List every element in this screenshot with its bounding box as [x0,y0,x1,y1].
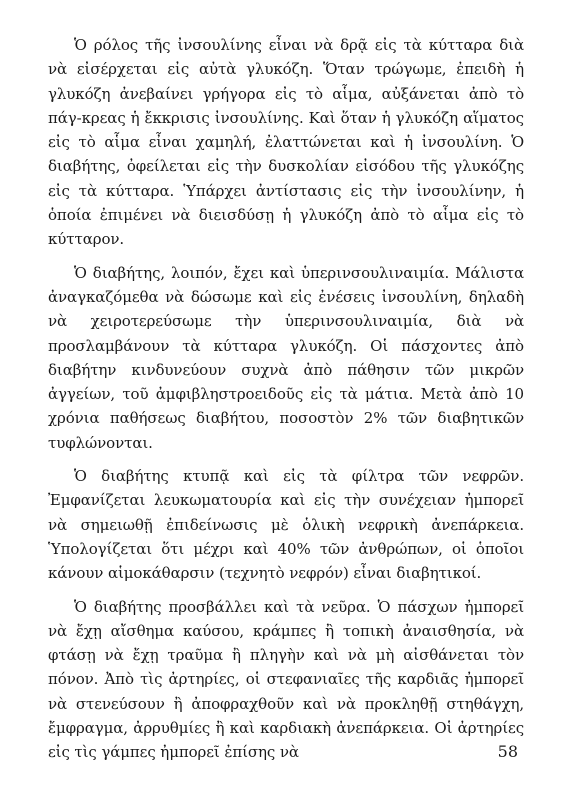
paragraph-insulin-role: Ὁ ρόλος τῆς ἰνσουλίνης εἶναι νὰ δρᾷ εἰς τὰ κύτταρα διὰ νὰ εἰσέρχεται εἰς αὐτὰ γλυκόζη. Ὅταν τρώγωμε, ἐπειδὴ ἡ γλυκόζη ἀνεβαίνει γρήγορα εἰς τὸ αἷμα, αὐξάνεται ἀπὸ τὸ πάγ-κρεας ἡ ἔκκρισις ἰνσουλίνης. Καὶ ὅταν ἡ γλυκόζη αἵματος εἰς τὸ αἷμα εἶναι χαμηλή, ἐλαττώνεται καὶ ἡ ἰνσουλίνη. Ὁ διαβήτης, ὀφείλεται εἰς τὴν δυσκολίαν εἰσόδου τῆς γλυκόζης εἰς τὰ κύτταρα. Ὑπάρχει ἀντίστασις εἰς τὴν ἰνσουλίνην, ἡ ὁποία ἐπιμένει νὰ διεισδύσῃ ἡ γλυκόζη ἀπὸ τὸ αἷμα εἰς τὸ κύτταρον. [48,36,524,249]
page-number: 58 [497,742,518,761]
paragraph-nerves: Ὁ διαβήτης προσβάλλει καὶ τὰ νεῦρα. Ὁ πάσχων ἠμπορεῖ νὰ ἔχῃ αἴσθημα καύσου, κράμπες ἢ τοπικὴ ἀναισθησία, νὰ φτάσῃ νὰ ἔχῃ τραῦμα ἢ πληγὴν καὶ νὰ μὴ αἰσθάνεται τὸν πόνον. Ἀπὸ τὶς ἀρτηρίες, οἱ στεφανιαῖες τῆς καρδιᾶς ἠμπορεῖ νὰ στενεύσουν ἢ ἀποφραχθοῦν καὶ νὰ προκληθῇ στηθάγχη, ἔμφραγμα, ἀρρυθμίες ἢ καὶ καρδιακὴ ἀνεπάρκεια. Οἱ ἀρτηρίες εἰς τὶς γάμπες ἠμπορεῖ ἐπίσης νὰ [48,597,524,762]
body-text [48,33,524,774]
paragraph-kidneys: Ὁ διαβήτης κτυπᾷ καὶ εἰς τὰ φίλτρα τῶν νεφρῶν. Ἐμφανίζεται λευκωματουρία καὶ εἰς τὴν συνέχειαν ἠμπορεῖ νὰ σημειωθῇ ἐπιδείνωσις μὲ ὁλικὴ νεφρικὴ ἀνεπάρκεια. Ὑπολογίζεται ὅτι μέχρι καὶ 40% τῶν ἀνθρώπων, οἱ ὁποῖοι κάνουν αἱμοκάθαρσιν (τεχνητὸ νεφρόν) εἶναι διαβητικοί. [48,467,524,583]
paragraph-hyperinsulinemia: Ὁ διαβήτης, λοιπόν, ἔχει καὶ ὑπερινσουλιναιμία. Μάλιστα ἀναγκαζόμεθα νὰ δώσωμε καὶ εἰς ἐνέσεις ἰνσουλίνη, δηλαδὴ νὰ χειροτερεύσωμε τὴν ὑπερινσουλιναιμία, διὰ νὰ προσλαμβάνουν τὰ κύτταρα γλυκόζη. Οἱ πάσχοντες ἀπὸ διαβήτην κινδυνεύουν συχνὰ ἀπὸ πάθησιν τῶν μικρῶν ἀγγείων, τοῦ ἀμφιβληστροειδοῦς εἰς τὰ μάτια. Μετὰ ἀπὸ 10 χρόνια παθήσεως διαβήτου, ποσοστὸν 2% τῶν διαβητικῶν τυφλώνονται. [48,263,524,452]
